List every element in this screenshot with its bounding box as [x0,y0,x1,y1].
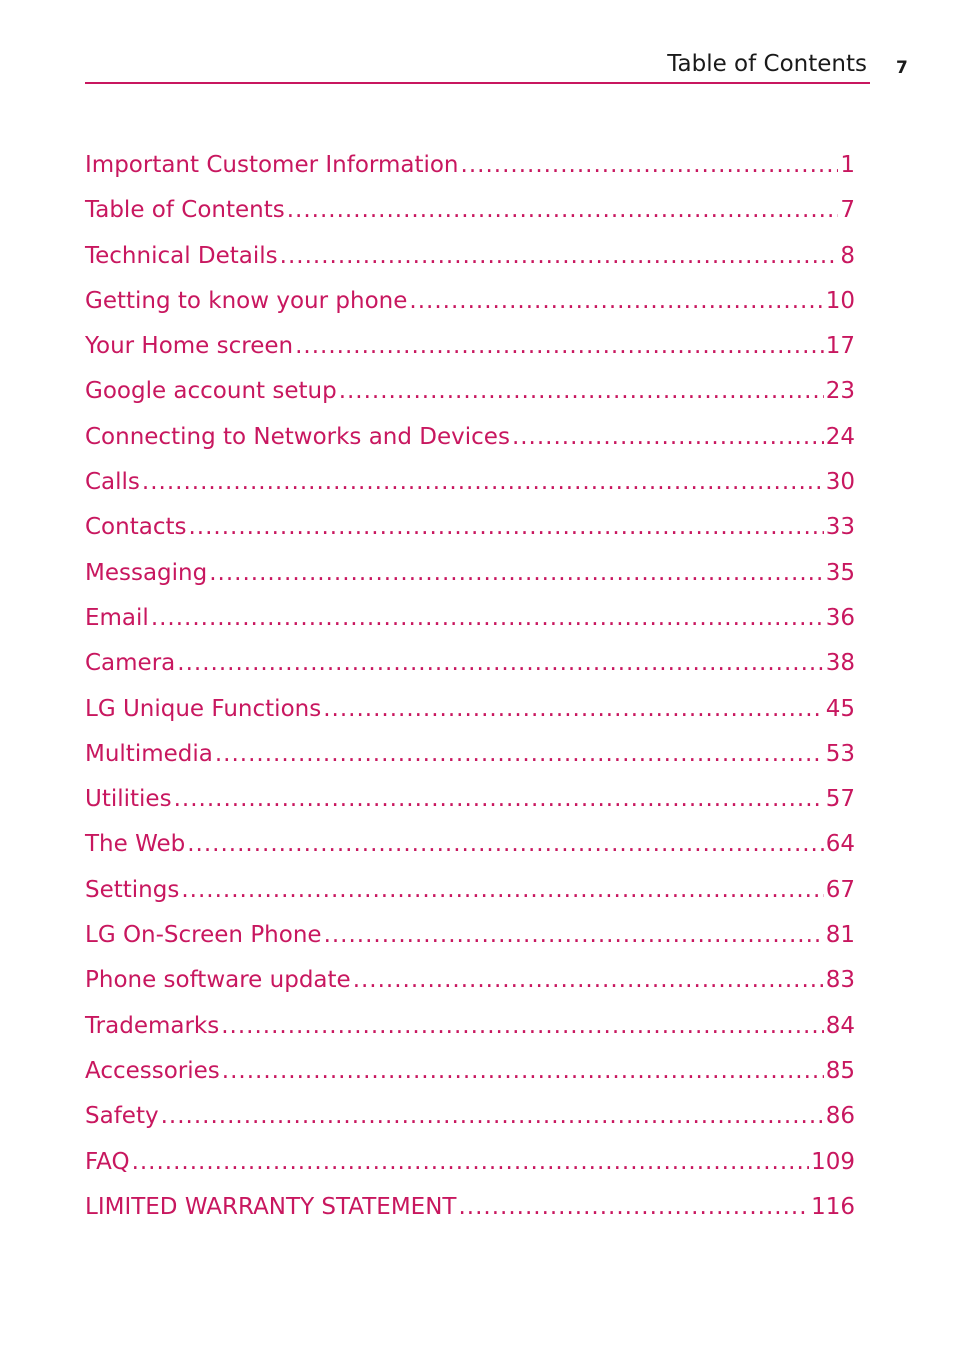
toc-dot-leader [323,687,824,732]
toc-entry[interactable] [85,551,855,596]
toc-entry-title: LG Unique Functions [85,695,322,722]
toc-dot-leader [222,1049,824,1094]
toc-dot-leader [221,1004,823,1049]
toc-entry-page-number: 30 [825,469,855,496]
toc-entry[interactable] [85,143,855,188]
toc-dot-leader [339,369,824,414]
toc-entry-page-number: 64 [825,831,855,858]
toc-dot-leader [161,1094,824,1139]
toc-entry-title: Google account setup [85,378,337,405]
toc-entry[interactable] [85,1140,855,1185]
toc-entry-title: The Web [85,831,186,858]
toc-entry-page-number: 83 [825,967,855,994]
toc-entry[interactable] [85,369,855,414]
toc-entry-page-number: 33 [825,514,855,541]
toc-entry-title: Technical Details [85,242,278,269]
toc-entry[interactable] [85,234,855,279]
toc-entry-title: Settings [85,876,180,903]
toc-dot-leader [177,641,823,686]
toc-dot-leader [353,958,824,1003]
toc-dot-leader [461,143,839,188]
toc-entry-title: Important Customer Information [85,152,459,178]
toc-entry-title: Connecting to Networks and Devices [85,423,510,450]
toc-entry-page-number: 1 [840,152,855,178]
table-of-contents-list [85,143,855,1230]
toc-entry-page-number: 17 [825,333,855,360]
toc-entry-page-number: 81 [825,922,855,949]
toc-entry-page-number: 23 [825,378,855,405]
toc-entry-page-number: 57 [825,786,855,813]
toc-entry[interactable] [85,732,855,777]
toc-entry-page-number: 38 [825,650,855,677]
toc-entry-title: LIMITED WARRANTY STATEMENT [85,1193,457,1220]
toc-entry-title: Utilities [85,786,172,813]
toc-entry-title: Safety [85,1103,159,1130]
toc-dot-leader [458,1185,809,1230]
toc-entry-page-number: 24 [825,423,855,450]
toc-dot-leader [512,415,824,460]
toc-entry-page-number: 35 [825,559,855,586]
toc-dot-leader [188,505,823,550]
toc-dot-leader [287,188,839,233]
toc-dot-leader [181,868,823,913]
toc-entry[interactable] [85,279,855,324]
toc-entry-title: Your Home screen [85,333,294,360]
page-number: 7 [896,58,908,78]
toc-entry[interactable] [85,1094,855,1139]
toc-entry[interactable] [85,1004,855,1049]
toc-dot-leader [280,234,839,279]
toc-entry-title: Contacts [85,514,187,541]
toc-dot-leader [142,460,824,505]
toc-entry-page-number: 53 [825,740,855,767]
toc-entry-title: Calls [85,469,140,496]
toc-entry-page-number: 8 [840,242,855,269]
toc-entry[interactable] [85,777,855,822]
toc-entry-title: Camera [85,650,176,677]
toc-entry[interactable] [85,822,855,867]
toc-dot-leader [215,732,824,777]
toc-entry-page-number: 10 [825,287,855,314]
toc-entry[interactable] [85,1185,855,1230]
header-title: Table of Contents [667,51,867,77]
toc-entry-title: Table of Contents [85,197,285,224]
toc-entry-page-number: 85 [825,1057,855,1084]
toc-entry-page-number: 36 [825,604,855,631]
toc-entry[interactable] [85,505,855,550]
toc-entry-title: Getting to know your phone [85,287,408,314]
toc-dot-leader [187,822,823,867]
toc-entry-title: Messaging [85,559,208,586]
toc-dot-leader [324,913,824,958]
toc-entry-page-number: 67 [825,876,855,903]
toc-entry-title: Multimedia [85,740,213,767]
toc-entry-page-number: 7 [840,197,855,224]
toc-dot-leader [151,596,824,641]
toc-entry-title: FAQ [85,1148,130,1175]
toc-entry-title: Email [85,604,149,631]
toc-entry[interactable] [85,188,855,233]
toc-entry[interactable] [85,1049,855,1094]
toc-entry[interactable] [85,687,855,732]
toc-entry-page-number: 45 [825,695,855,722]
toc-entry[interactable] [85,415,855,460]
toc-dot-leader [295,324,824,369]
toc-entry-page-number: 84 [825,1012,855,1039]
toc-entry[interactable] [85,324,855,369]
toc-entry-page-number: 86 [825,1103,855,1130]
toc-dot-leader [209,551,823,596]
toc-entry-title: Phone software update [85,967,351,994]
toc-entry[interactable] [85,958,855,1003]
toc-dot-leader [132,1140,810,1185]
page-header [85,48,870,84]
toc-entry-title: Accessories [85,1057,220,1084]
toc-dot-leader [174,777,824,822]
toc-entry[interactable] [85,460,855,505]
toc-entry-page-number: 109 [811,1148,855,1175]
toc-entry-title: LG On-Screen Phone [85,922,322,949]
toc-dot-leader [409,279,823,324]
toc-entry-page-number: 116 [811,1193,855,1220]
toc-entry[interactable] [85,868,855,913]
toc-entry-title: Trademarks [85,1012,220,1039]
toc-entry[interactable] [85,641,855,686]
toc-entry[interactable] [85,913,855,958]
toc-entry[interactable] [85,596,855,641]
